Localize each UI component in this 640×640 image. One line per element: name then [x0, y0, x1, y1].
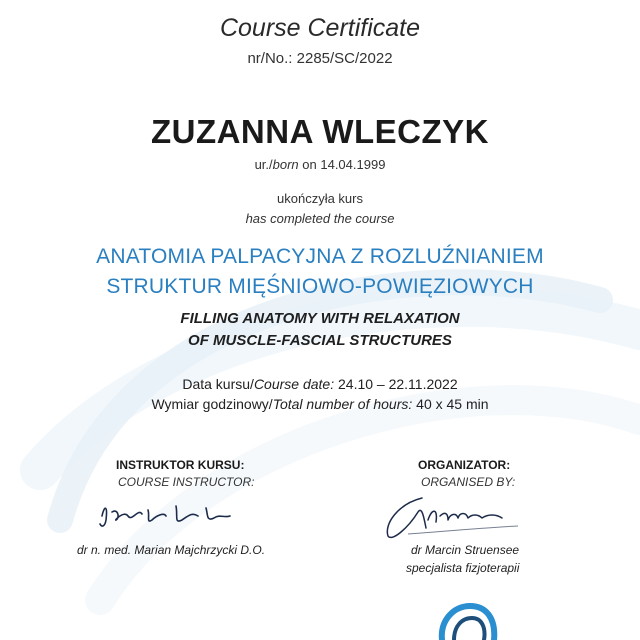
- date-label-pl: Data kursu/: [182, 376, 254, 392]
- date-label-en: Course date:: [253, 376, 335, 392]
- organizer-label-en: ORGANISED BY:: [421, 475, 516, 489]
- participant-name: ZUZANNA WLECZYK: [150, 113, 490, 150]
- certificate-title: Course Certificate: [219, 14, 421, 42]
- instructor-name: dr n. med. Marian Majchrzycki D.O.: [77, 543, 266, 557]
- course-dates: [0, 376, 640, 392]
- completed-text-pl: ukończyła kurs: [277, 191, 363, 206]
- hours-label-pl: Wymiar godzinowy/: [151, 396, 273, 412]
- organizer-signature-icon: [378, 488, 528, 544]
- course-hours: [0, 396, 640, 412]
- organizer-name: dr Marcin Struensee: [411, 543, 520, 557]
- circular-swirl-logo-icon: [432, 596, 502, 640]
- hours-label-en: Total number of hours:: [272, 396, 413, 412]
- birth-date: [0, 157, 640, 172]
- completed-text-en: has completed the course: [245, 211, 395, 226]
- course-title-pl-line2: STRUKTUR MIĘŚNIOWO-POWIĘZIOWYCH: [106, 275, 534, 298]
- organizer-label: ORGANIZATOR:: [418, 458, 511, 472]
- born-label: born: [272, 157, 299, 172]
- date-value: 24.10 – 22.11.2022: [334, 376, 458, 392]
- born-suffix: on 14.04.1999: [298, 157, 386, 172]
- course-title-en-line1: FILLING ANATOMY WITH RELAXATION: [180, 310, 460, 327]
- course-title-pl-line1: ANATOMIA PALPACYJNA Z ROZLUŹNIANIEM: [96, 245, 544, 268]
- organizer-role: specjalista fizjoterapii: [406, 561, 520, 575]
- instructor-label: INSTRUKTOR KURSU:: [116, 458, 245, 472]
- course-title-en-line2: OF MUSCLE-FASCIAL STRUCTURES: [188, 332, 452, 349]
- born-prefix: ur./: [254, 157, 273, 172]
- certificate-number: nr/No.: 2285/SC/2022: [247, 50, 393, 67]
- hours-value: 40 x 45 min: [412, 396, 489, 412]
- instructor-label-en: COURSE INSTRUCTOR:: [118, 475, 255, 489]
- instructor-signature-icon: [94, 494, 244, 534]
